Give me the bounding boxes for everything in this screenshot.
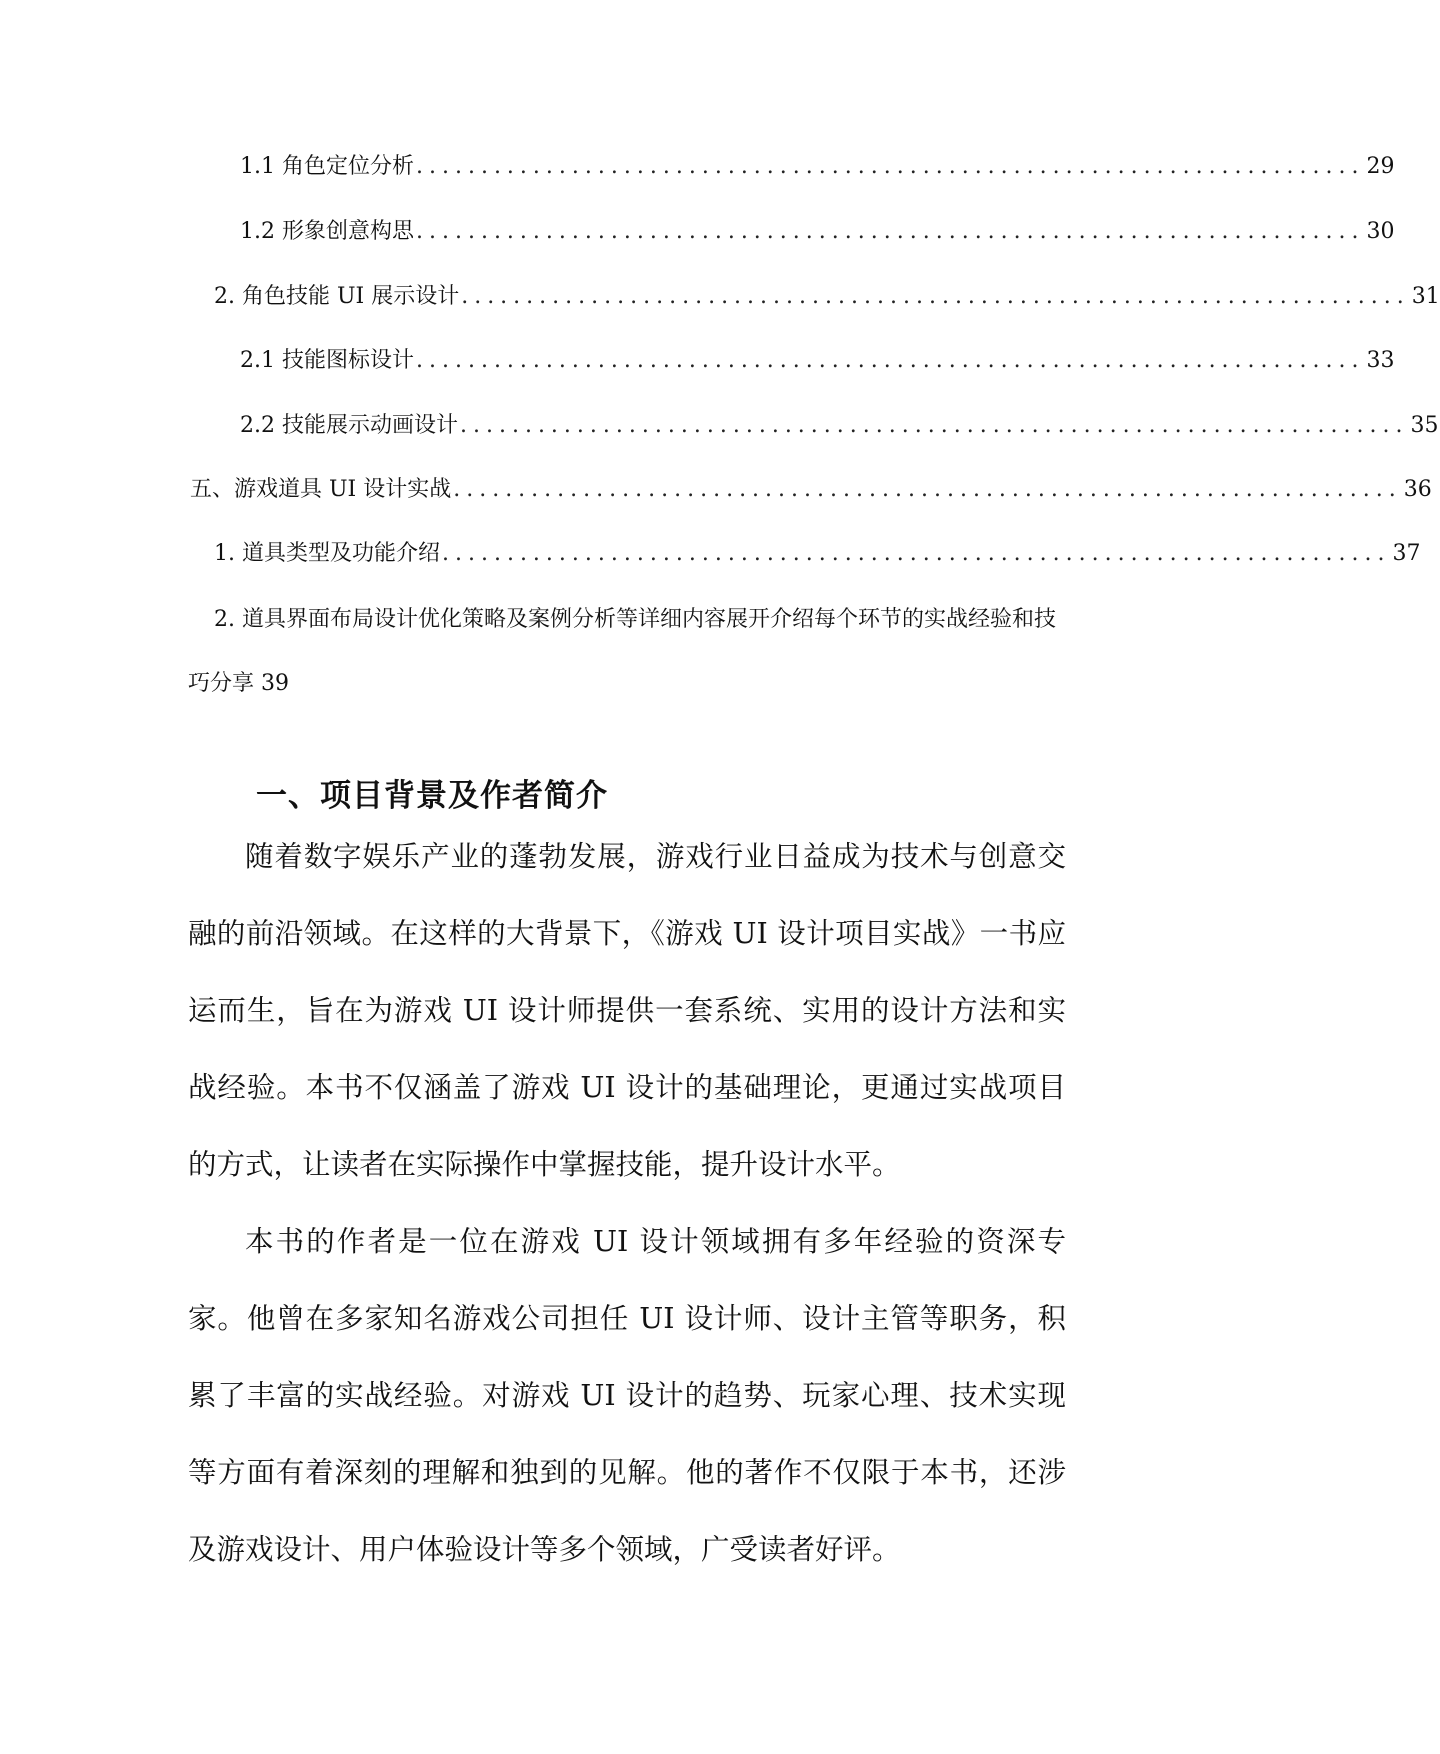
body-paragraph: 随着数字娱乐产业的蓬勃发展，游戏行业日益成为技术与创意交融的前沿领域。在这样的大背景下，《游戏 UI 设计项目实战》一书应运而生，旨在为游戏 UI 设计师提供一套系统、实用的设计方法和实战经验。本书不仅涵盖了游戏 UI 设计的基础理论，更通过实战项目的方式，让读者在实际操作中掌握技能，提升设计水平。 xyxy=(188,840,1066,1181)
toc-entry-page: 31 xyxy=(1411,284,1440,309)
toc-entry[interactable] xyxy=(240,413,1439,438)
toc-entry-page: 30 xyxy=(1366,219,1395,244)
toc-entry-title: 1.2 形象创意构思 xyxy=(240,219,414,244)
toc-leader-dots: ......................................................................... xyxy=(415,219,1365,244)
toc-entry-long-text: 2. 道具界面布局设计优化策略及案例分析等详细内容展开介绍每个环节的实战经验和技巧分享 39 xyxy=(188,607,1056,696)
toc-leader-dots: ......................................................................... xyxy=(461,284,1410,309)
toc-entry[interactable] xyxy=(240,154,1395,179)
toc-entry-title: 1.1 角色定位分析 xyxy=(240,154,414,179)
toc-leader-dots: ......................................................................... xyxy=(441,541,1391,566)
body-paragraph: 本书的作者是一位在游戏 UI 设计领域拥有多年经验的资深专家。他曾在多家知名游戏公司担任 UI 设计师、设计主管等职务，积累了丰富的实战经验。对游戏 UI 设计的趋势、玩家心理、技术实现等方面有着深刻的理解和独到的见解。他的著作不仅限于本书，还涉及游戏设计、用户体验设计等多个领域，广受读者好评。 xyxy=(188,1225,1066,1566)
toc-entry-page: 37 xyxy=(1392,541,1421,566)
toc-entry-page: 35 xyxy=(1410,413,1439,438)
toc-entry-title: 1. 道具类型及功能介绍 xyxy=(214,541,440,566)
toc-entry[interactable] xyxy=(240,219,1395,244)
toc-leader-dots: ......................................................................... xyxy=(459,413,1409,438)
toc-entry[interactable] xyxy=(214,541,1421,566)
toc-entry-title: 2. 角色技能 UI 展示设计 xyxy=(214,284,460,309)
section-heading: 一、项目背景及作者简介 xyxy=(256,778,608,814)
toc-entry-long[interactable] xyxy=(188,588,1058,716)
toc-entry-title: 2.2 技能展示动画设计 xyxy=(240,413,458,438)
toc-entry[interactable] xyxy=(240,348,1395,373)
toc-entry-page: 29 xyxy=(1366,154,1395,179)
toc-entry-page: 33 xyxy=(1366,348,1395,373)
toc-leader-dots: ......................................................................... xyxy=(453,477,1402,502)
toc-entry[interactable] xyxy=(214,284,1440,309)
toc-leader-dots: ......................................................................... xyxy=(415,154,1365,179)
toc-entry-title: 2.1 技能图标设计 xyxy=(240,348,414,373)
toc-entry[interactable] xyxy=(190,477,1432,502)
toc-entry-title: 五、游戏道具 UI 设计实战 xyxy=(190,477,452,502)
toc-leader-dots: ......................................................................... xyxy=(415,348,1365,373)
toc-entry-page: 36 xyxy=(1403,477,1432,502)
